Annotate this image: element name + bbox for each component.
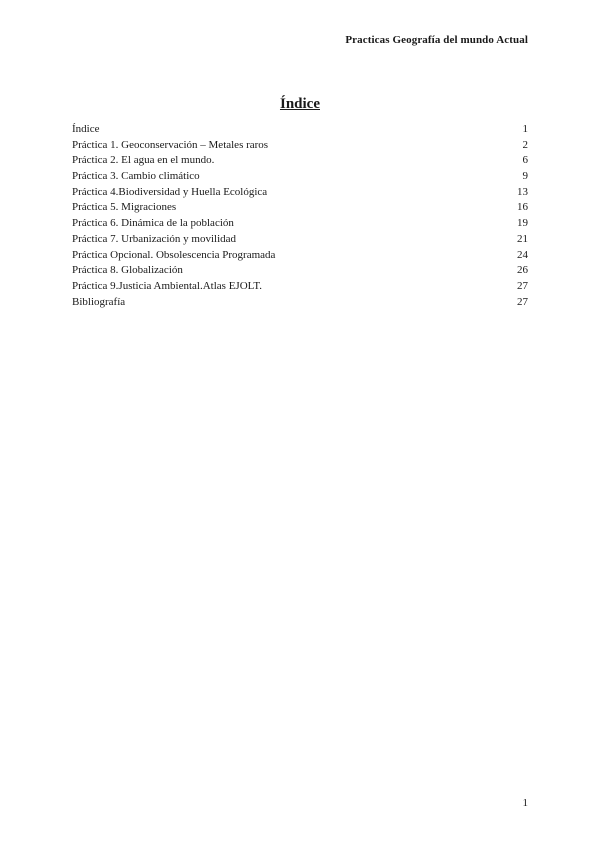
toc-entry-practica-8[interactable] [72, 263, 528, 279]
toc-entry-practica-4[interactable] [72, 185, 528, 201]
toc-entry-page: 13 [517, 185, 528, 198]
toc-entry-page: 16 [517, 201, 528, 214]
toc-entry-practica-9[interactable] [72, 279, 528, 295]
toc-entry-practica-1[interactable] [72, 138, 528, 154]
toc-entry-page: 27 [517, 279, 528, 292]
toc-entry-practica-6[interactable] [72, 216, 528, 232]
toc-entry-page: 19 [517, 217, 528, 230]
toc-entry-practica-opcional[interactable] [72, 248, 528, 264]
table-of-contents [72, 122, 528, 310]
toc-entry-page: 27 [517, 295, 528, 308]
toc-entry-label: Práctica Opcional. Obsolescencia Programada [72, 248, 276, 261]
toc-entry-practica-2[interactable] [72, 153, 528, 169]
toc-entry-practica-5[interactable] [72, 200, 528, 216]
toc-entry-label: Bibliografía [72, 295, 126, 308]
toc-entry-label: Práctica 9.Justicia Ambiental.Atlas EJOLT. [72, 279, 263, 292]
toc-entry-page: 9 [522, 170, 528, 183]
toc-entry-practica-7[interactable] [72, 232, 528, 248]
toc-entry-label: Práctica 3. Cambio climático [72, 170, 200, 183]
toc-entry-page: 2 [522, 138, 528, 151]
toc-entry-label: Práctica 6. Dinámica de la población [72, 217, 234, 230]
toc-entry-label: Práctica 5. Migraciones [72, 201, 177, 214]
page-number: 1 [522, 797, 528, 809]
toc-entry-page: 1 [522, 123, 528, 135]
toc-entry-label: Índice [72, 123, 100, 135]
toc-entry-page: 21 [517, 232, 528, 245]
running-header: Practicas Geografía del mundo Actual [345, 34, 528, 46]
toc-entry-label: Práctica 7. Urbanización y movilidad [72, 232, 237, 245]
toc-entry-page: 6 [522, 154, 528, 167]
toc-entry-label: Práctica 2. El agua en el mundo. [72, 154, 215, 167]
toc-entry-label: Práctica 8. Globalización [72, 264, 183, 277]
toc-entry-page: 24 [517, 248, 528, 261]
toc-entry-indice[interactable] [72, 122, 528, 138]
toc-entry-practica-3[interactable] [72, 169, 528, 185]
toc-entry-label: Práctica 4.Biodiversidad y Huella Ecológica [72, 185, 268, 198]
toc-entry-bibliografia[interactable] [72, 295, 528, 311]
toc-title: Índice [279, 96, 320, 112]
toc-entry-label: Práctica 1. Geoconservación – Metales raros [72, 138, 269, 151]
toc-entry-page: 26 [517, 264, 528, 277]
